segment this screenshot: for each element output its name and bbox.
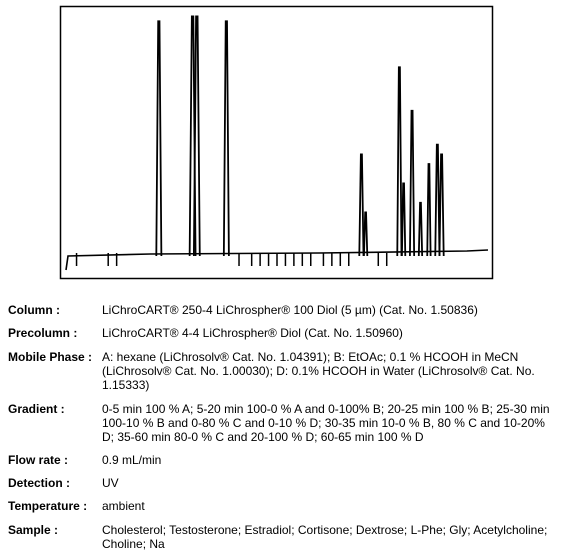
peak-1 xyxy=(156,21,161,256)
detail-label: Mobile Phase : xyxy=(8,350,93,364)
detail-label: Gradient : xyxy=(8,402,65,416)
detail-value: LiChroCART® 4-4 LiChrospher® Diol (Cat. No. 1.50960) xyxy=(102,326,403,340)
detail-label: Sample : xyxy=(8,523,59,537)
peak-11 xyxy=(427,164,430,256)
peak-9 xyxy=(410,111,414,256)
peak-6 xyxy=(364,212,367,256)
detail-label: Column : xyxy=(8,303,60,317)
peak-10 xyxy=(419,203,422,256)
peak-7 xyxy=(397,67,401,256)
peak-3 xyxy=(194,16,200,256)
detail-value: UV xyxy=(102,476,119,490)
detail-label: Flow rate : xyxy=(8,453,69,467)
detail-value: A: hexane (LiChrosolv® Cat. No. 1.04391); B: EtOAc; 0.1 % HCOOH in MeCN (LiChrosolv® Cat. No. 1.00030); D: 0.1% HCOOH in Water (LiChrosolv® Cat. No. 1.15333) xyxy=(102,350,535,392)
peak-5 xyxy=(359,154,363,256)
detail-value: 0.9 mL/min xyxy=(102,453,162,467)
detail-label: Detection : xyxy=(8,476,71,490)
detail-value: ambient xyxy=(102,499,145,513)
peak-4 xyxy=(224,21,229,256)
detail-value: 0-5 min 100 % A; 5-20 min 100-0 % A and 0-100% B; 20-25 min 100 % B; 25-30 min 100-10 % B and 0-80 % C and 0-10 % D; 30-35 min 10-0 % B, 80 % C and 10-20% D; 35-60 min 80-0 % C and 20-100 % D; 60-65 min 100 % D xyxy=(102,402,550,444)
peak-13 xyxy=(439,154,443,256)
detail-label: Precolumn : xyxy=(8,326,78,340)
peak-8 xyxy=(402,183,405,256)
detail-value: Cholesterol; Testosterone; Estradiol; Cortisone; Dextrose; L-Phe; Gly; Acetylcholine; Choline; Na xyxy=(102,523,548,551)
detail-label: Temperature : xyxy=(8,499,88,513)
detail-value: LiChroCART® 250-4 LiChrospher® 100 Diol (5 µm) (Cat. No. 1.50836) xyxy=(102,303,478,317)
